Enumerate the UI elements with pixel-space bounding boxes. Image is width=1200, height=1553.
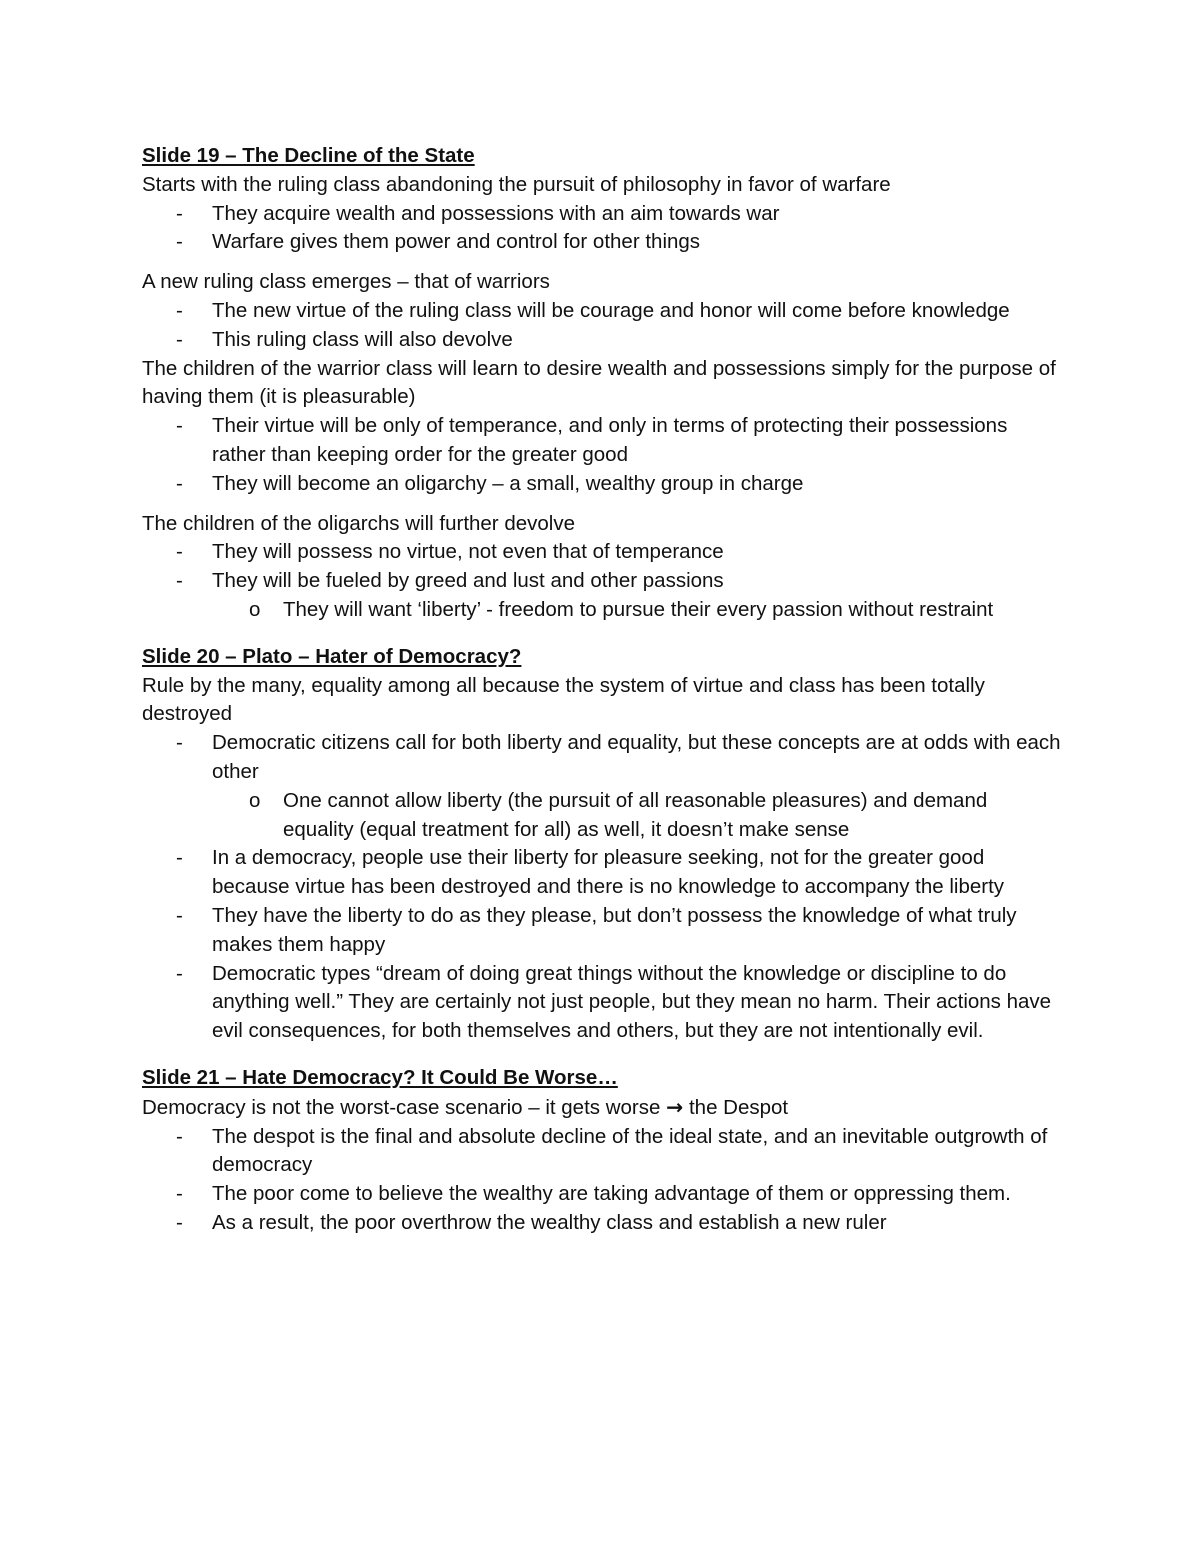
slide-21-heading: Slide 21 – Hate Democracy? It Could Be Worse…	[142, 1065, 618, 1089]
dash-marker: -	[176, 731, 183, 755]
list-item: - They will be fueled by greed and lust and other passions o They will want ‘liberty’ - freedom to pursue their every passion without restraint	[212, 567, 1062, 625]
slide-20-section	[142, 643, 1062, 1046]
list-item: - The new virtue of the ruling class will be courage and honor will come before knowledge	[212, 297, 1062, 326]
sub-list-item: o They will want ‘liberty’ - freedom to pursue their every passion without restraint	[283, 596, 1062, 625]
dash-marker: -	[176, 471, 183, 495]
slide-19-oligarchs-list	[142, 538, 1062, 624]
circle-marker: o	[249, 788, 261, 812]
dash-marker: -	[176, 961, 183, 985]
list-item: - They will possess no virtue, not even that of temperance	[212, 538, 1062, 567]
list-item: - The despot is the final and absolute decline of the ideal state, and an inevitable outgrowth of democracy	[176, 1124, 1048, 1177]
dash-marker: -	[176, 569, 183, 593]
list-item: - As a result, the poor overthrow the wealthy class and establish a new ruler	[212, 1209, 1062, 1238]
list-item: - Democratic types “dream of doing great things without the knowledge or discipline to do anything well.” They are certainly not just people, but they mean no harm. Their actions have evil consequences, for both themselves and others, but they are not intentionally evil.	[176, 961, 1052, 1043]
document-page	[142, 142, 1062, 1238]
dash-marker: -	[176, 846, 183, 870]
dash-marker: -	[176, 201, 183, 225]
sub-list-item: o One cannot allow liberty (the pursuit of all reasonable pleasures) and demand equality (equal treatment for all) as well, it doesn’t make sense	[249, 788, 988, 841]
list-item: - This ruling class will also devolve	[212, 326, 1062, 355]
list-item: - In a democracy, people use their liberty for pleasure seeking, not for the greater good because virtue has been destroyed and there is no knowledge to accompany the liberty	[176, 846, 1005, 899]
slide-19-warriors-line: A new ruling class emerges – that of warriors	[142, 270, 550, 294]
slide-19-oligarchs-sublist	[212, 596, 1062, 625]
dash-marker: -	[176, 327, 183, 351]
dash-marker: -	[176, 903, 183, 927]
list-item: - They acquire wealth and possessions with an aim towards war	[212, 200, 1062, 229]
right-arrow-icon: →	[666, 1094, 684, 1119]
dash-marker: -	[176, 230, 183, 254]
slide-19-children-list	[142, 412, 1062, 498]
dash-marker: -	[176, 540, 183, 564]
dash-marker: -	[176, 1182, 183, 1206]
dash-marker: -	[176, 1124, 183, 1148]
dash-marker: -	[176, 1210, 183, 1234]
list-item: - The poor come to believe the wealthy are taking advantage of them or oppressing them.	[212, 1180, 1062, 1209]
slide-19-section	[142, 142, 1062, 625]
dash-marker: -	[176, 298, 183, 322]
slide-19-heading: Slide 19 – The Decline of the State	[142, 144, 475, 167]
list-item: - They will become an oligarchy – a small, wealthy group in charge	[212, 470, 1062, 499]
slide-21-intro: Democracy is not the worst-case scenario – it gets worse → the Despot	[142, 1094, 789, 1119]
slide-21-section	[142, 1064, 1062, 1238]
slide-20-list	[142, 729, 1062, 1046]
slide-20-sublist	[212, 787, 1062, 845]
slide-19-intro-list	[142, 200, 1062, 258]
circle-marker: o	[249, 597, 261, 621]
slide-19-children-line: The children of the warrior class will learn to desire wealth and possessions simply for the purpose of having them (it is pleasurable)	[142, 356, 1056, 409]
list-item: - Warfare gives them power and control for other things	[212, 228, 1062, 257]
list-item: - Democratic citizens call for both liberty and equality, but these concepts are at odds with each other o One cannot allow liberty (the pursuit of all reasonable pleasures) and demand equality (equal treatment for all) as well, it doesn’t make sense	[212, 729, 1062, 844]
slide-19-warriors-list	[142, 297, 1062, 355]
list-item: - Their virtue will be only of temperance, and only in terms of protecting their possessions rather than keeping order for the greater good	[176, 414, 1008, 466]
dash-marker: -	[176, 414, 183, 438]
slide-19-intro: Starts with the ruling class abandoning the pursuit of philosophy in favor of warfare	[142, 172, 891, 196]
slide-19-oligarchs-line: The children of the oligarchs will further devolve	[142, 511, 575, 535]
slide-20-heading: Slide 20 – Plato – Hater of Democracy?	[142, 644, 522, 668]
slide-20-intro: Rule by the many, equality among all because the system of virtue and class has been totally destroyed	[142, 673, 985, 726]
list-item: - They have the liberty to do as they please, but don’t possess the knowledge of what truly makes them happy	[176, 903, 1017, 956]
slide-21-list	[142, 1123, 1062, 1238]
